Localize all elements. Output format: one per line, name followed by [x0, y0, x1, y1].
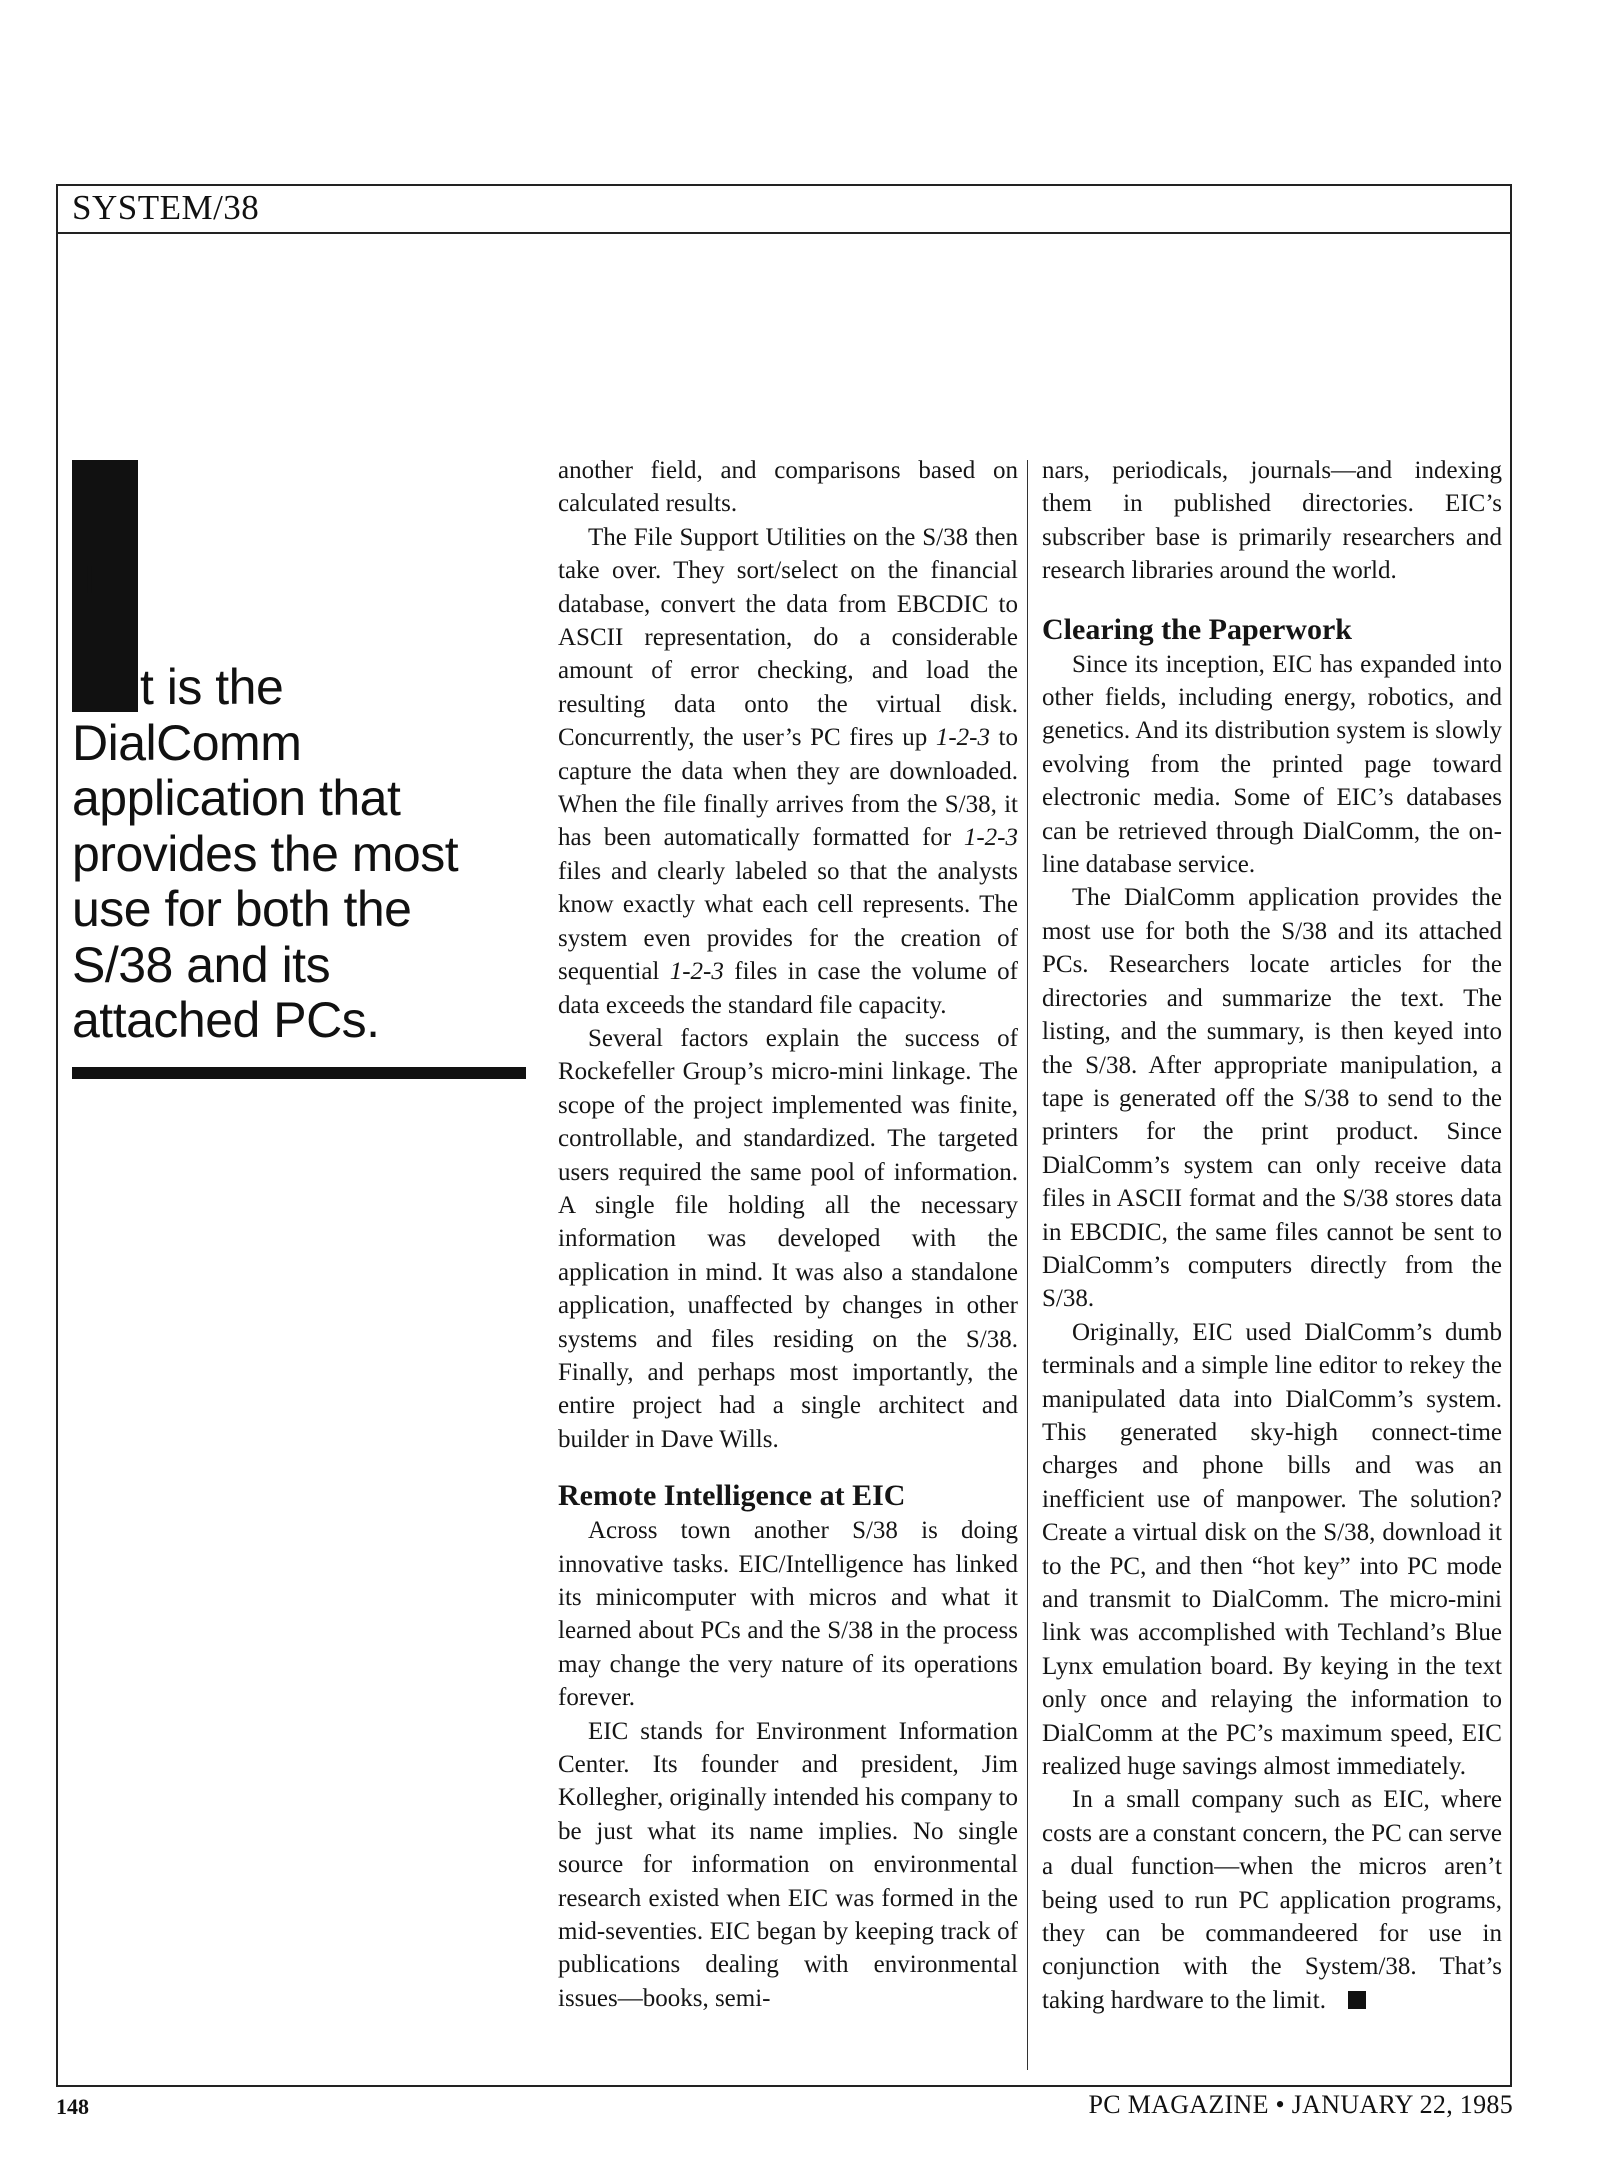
- magazine-folio: PC MAGAZINE • JANUARY 22, 1985: [1088, 2090, 1513, 2119]
- paragraph: Originally, EIC used DialComm’s dumb terminals and a simple line editor to rekey the manipulated data into DialComm’s system. This generated sky-high connect-time charges and phone bills and was an inefficient use of manpower. The solution? Create a virtual disk on the S/38, download it to the PC, and then “hot key” into PC mode and transmit to DialComm. The micro-mini link was accomplished with Techland’s Blue Lynx emulation board. By keying in the text only once and relaying the information to DialComm at the PC’s maximum speed, EIC realized huge savings almost immediately.: [1042, 1318, 1502, 1781]
- section-heading: Remote Intelligence at EIC: [558, 1479, 906, 1513]
- pull-quote-line: use for both the: [72, 881, 412, 937]
- text-run: In a small company such as EIC, where costs are a constant concern, the PC can serve a dual function—when the micros aren’t being used to run PC application programs, they can be commandeered for use in conjunction with the System/38. That’s taking hardware to the limit.: [1042, 1786, 1502, 2014]
- article-column-3: [1042, 454, 1502, 2017]
- italic-text: 1-2-3: [669, 958, 724, 986]
- italic-text: 1-2-3: [963, 824, 1018, 852]
- italic-text: 1-2-3: [935, 724, 990, 752]
- text-run: to capture the data when they are downloaded. When the file finally arrives from the S/38, it has been automatically formatted for: [558, 724, 1018, 852]
- paragraph: EIC stands for Environment Information Center. Its founder and president, Jim Kollegher, originally intended his company to be just what its name implies. No single source for information on environmental research existed when EIC was formed in the mid-seventies. EIC began by keeping track of publications dealing with environmental issues—books, semi-: [558, 1717, 1019, 2012]
- end-mark-icon: [1348, 1991, 1366, 2009]
- page-number: 148: [56, 2094, 89, 2119]
- text-run: files in case the volume of data exceeds the standard file capacity.: [558, 958, 1018, 1019]
- pull-quote-line: DialComm: [72, 714, 302, 771]
- header-bar: [56, 184, 1512, 234]
- paragraph: [558, 521, 1018, 1022]
- paragraph: nars, periodicals, journals—and indexing them in published directories. EIC’s subscriber base is primarily researchers and research libraries around the world.: [1042, 457, 1502, 585]
- pull-quote-line: t is the: [140, 659, 284, 715]
- pull-quote-line: attached PCs.: [72, 992, 380, 1048]
- paragraph: Since its inception, EIC has expanded into other fields, including energy, robotics, and genetics. And its distribution system is slowly evolving from the printed page toward electronic media. Some of EIC’s databases can be retrieved through DialComm, the on-line database service.: [1042, 650, 1502, 879]
- article-column-2: [558, 454, 1018, 2015]
- paragraph: Several factors explain the success of Rockefeller Group’s micro-mini linkage. The scope of the project implemented was finite, controllable, and standardized. The targeted users required the same pool of information. A single file holding all the necessary information was developed with the application in mind. It was also a standalone application, unaffected by changes in other systems and files residing on the S/38. Finally, and perhaps most importantly, the entire project had a single architect and builder in Dave Wills.: [558, 1024, 1018, 1453]
- pull-quote-rule: [72, 1067, 526, 1079]
- pull-quote-line: S/38 and its: [72, 936, 331, 993]
- paragraph: another field, and comparisons based on calculated results.: [558, 457, 1018, 518]
- paragraph: [1042, 1783, 1502, 2017]
- text-run: The File Support Utilities on the S/38 then take over. They sort/select on the financial database, convert the data from EBCDIC to ASCII representation, do a considerable amount of error checking, and load the resulting data onto the virtual disk. Concurrently, the user’s PC fires up: [558, 523, 1018, 752]
- column-divider: [1027, 460, 1028, 2070]
- paragraph: The DialComm application provides the most use for both the S/38 and its attached PCs. Researchers locate articles for the directories and summarize the text. The listing, and the summary, is then keyed into the S/38. After appropriate manipulation, a tape is generated off the S/38 to send to the printers for the print product. Since DialComm’s system can only receive data files in ASCII format and the S/38 stores data in EBCDIC, the same files cannot be sent to DialComm’s computers directly from the S/38.: [1042, 884, 1502, 1313]
- section-label: SYSTEM/38: [72, 188, 260, 227]
- pull-quote-line: application that: [72, 770, 401, 826]
- paragraph: Across town another S/38 is doing innovative tasks. EIC/Intelligence has linked its minicomputer with micros and what it learned about PCs and the S/38 in the process may change the very nature of its operations forever.: [558, 1517, 1018, 1712]
- dropcap-letter-text: I: [84, 558, 96, 602]
- section-heading: Clearing the Paperwork: [1042, 612, 1352, 646]
- text-run: files and clearly labeled so that the analysts know exactly what each cell represents. The system even provides for the creation of sequential: [558, 857, 1018, 986]
- pull-quote: [72, 660, 542, 1049]
- pull-quote-line: provides the most: [72, 825, 459, 882]
